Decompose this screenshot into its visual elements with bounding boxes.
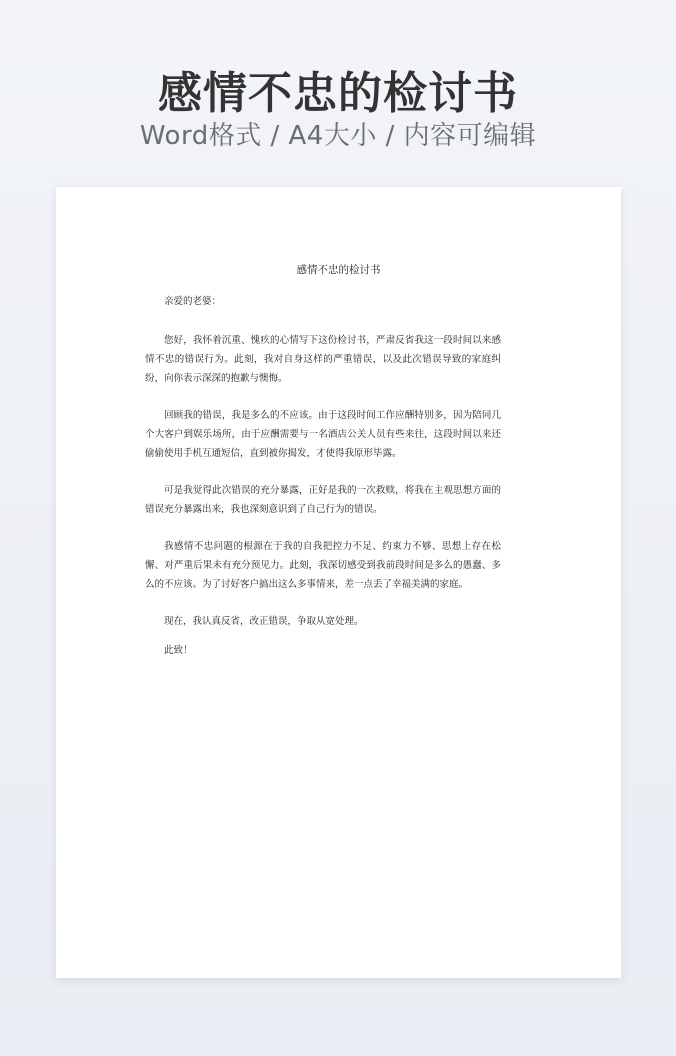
document-paragraph-3: 可是我觉得此次错误的充分暴露，正好是我的一次救赎，将我在主观思想方面的错误充分暴露出来，我也深刻意识到了自己行为的错误。 — [145, 485, 501, 515]
document-paragraph-4: 我感情不忠问题的根源在于我的自我把控力不足、约束力不够、思想上存在松懈、对严重后果未有充分预见力。此刻，我深切感受到我前段时间是多么的愚蠢、多么的不应该。为了讨好客户搞出这么多事情来，差一点丢了幸福美满的家庭。 — [145, 541, 501, 590]
document-title: 感情不忠的检讨书 — [296, 264, 381, 276]
header-banner — [0, 0, 676, 170]
document-page — [56, 187, 621, 978]
document-salutation: 亲爱的老婆： — [164, 296, 222, 307]
page-title: 感情不忠的检讨书 — [158, 68, 518, 119]
page-subtitle: Word格式 / A4大小 / 内容可编辑 — [139, 121, 537, 151]
document-paragraph-2: 回顾我的错误，我是多么的不应该。由于这段时间工作应酬特别多，因为陪同几个大客户到娱乐场所，由于应酬需要与一名酒店公关人员有些来往，这段时间以来还偷偷使用手机互通短信，直到被你揭发，才使得我原形毕露。 — [145, 410, 501, 459]
document-closing: 此致！ — [164, 645, 193, 656]
document-paragraph-1: 您好，我怀着沉重、愧疚的心情写下这份检讨书，严肃反省我这一段时间以来感情不忠的错误行为。此刻，我对自身这样的严重错误，以及此次错误导致的家庭纠纷，向你表示深深的抱歉与懊悔。 — [145, 335, 501, 384]
document-paragraph-5: 现在，我认真反省，改正错误，争取从宽处理。 — [164, 616, 364, 627]
document-body — [145, 292, 501, 660]
